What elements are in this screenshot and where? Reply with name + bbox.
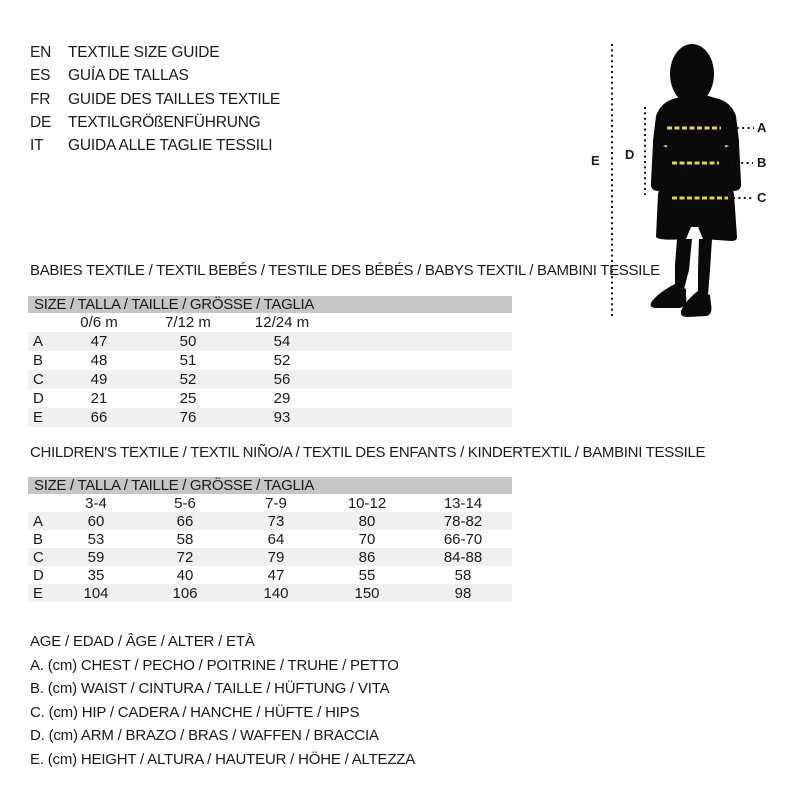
language-code: DE — [30, 113, 52, 131]
table-cell: 104 — [83, 584, 109, 602]
table-cell: 47 — [267, 566, 285, 584]
table-cell: 53 — [87, 530, 105, 548]
marker-label-hip: C — [757, 190, 767, 205]
size-header-bar: SIZE / TALLA / TAILLE / GRÖSSE / TAGLIA — [28, 296, 512, 313]
table-cell: 21 — [90, 390, 108, 407]
marker-label-arm: D — [625, 147, 635, 162]
table-cell: 106 — [172, 584, 198, 602]
table-cell: 50 — [179, 333, 197, 350]
table-row — [28, 389, 512, 408]
column-header-row — [28, 313, 512, 332]
babies-section-title: BABIES TEXTILE / TEXTIL BEBÉS / TESTILE DES BÉBÉS / BABYS TEXTIL / BAMBINI TESSILE — [30, 262, 660, 279]
table-cell: 93 — [273, 409, 291, 426]
language-row — [30, 41, 280, 64]
table-row — [28, 584, 512, 602]
table-cell: 29 — [273, 390, 291, 407]
table-cell: 60 — [87, 512, 105, 530]
language-title-list — [30, 41, 280, 157]
children-section-title: CHILDREN'S TEXTILE / TEXTIL NIÑO/A / TEXTIL DES ENFANTS / KINDERTEXTIL / BAMBINI TESSILE — [30, 444, 706, 461]
table-cell: 56 — [273, 371, 291, 388]
table-row — [28, 548, 512, 566]
column-header: 12/24 m — [254, 314, 310, 331]
language-row — [30, 111, 280, 134]
legend-line-chest: A. (cm) CHEST / PECHO / POITRINE / TRUHE / PETTO — [30, 656, 399, 674]
table-cell: 76 — [179, 409, 197, 426]
legend-line-height: E. (cm) HEIGHT / ALTURA / HAUTEUR / HÖHE / ALTEZZA — [30, 750, 416, 768]
legend-line-waist: B. (cm) WAIST / CINTURA / TAILLE / HÜFTUNG / VITA — [30, 680, 390, 697]
table-cell: 150 — [354, 584, 380, 602]
column-header: 7/12 m — [165, 314, 211, 331]
legend-line-age: AGE / EDAD / ÂGE / ALTER / ETÀ — [30, 633, 255, 650]
table-cell: 64 — [267, 530, 285, 548]
table-row — [28, 370, 512, 389]
row-label: B — [33, 352, 44, 369]
table-cell: 140 — [263, 584, 289, 602]
marker-label-height: E — [591, 153, 600, 168]
table-row — [28, 408, 512, 427]
column-header-row — [28, 494, 512, 512]
table-row — [28, 332, 512, 351]
table-cell: 66 — [90, 409, 108, 426]
row-label: E — [33, 409, 44, 426]
row-label: E — [33, 584, 44, 602]
size-header-bar: SIZE / TALLA / TAILLE / GRÖSSE / TAGLIA — [28, 477, 512, 494]
guide-title: TEXTILE SIZE GUIDE — [68, 44, 220, 61]
guide-title: GUIDA ALLE TAGLIE TESSILI — [68, 137, 273, 155]
table-cell: 72 — [176, 548, 194, 566]
table-row — [28, 512, 512, 530]
language-code: FR — [30, 90, 51, 108]
table-cell: 84-88 — [443, 548, 483, 566]
table-cell: 51 — [179, 352, 197, 369]
table-cell: 59 — [87, 548, 105, 566]
guide-title: GUÍA DE TALLAS — [68, 67, 189, 85]
marker-label-chest: A — [757, 120, 767, 135]
guide-title: GUIDE DES TAILLES TEXTILE — [68, 90, 281, 108]
table-cell: 58 — [176, 530, 194, 548]
table-cell: 98 — [454, 584, 472, 602]
column-header: 5-6 — [174, 494, 196, 512]
row-label: A — [33, 333, 44, 350]
table-cell: 47 — [90, 333, 108, 350]
table-cell: 79 — [267, 548, 285, 566]
table-cell: 73 — [267, 512, 285, 530]
marker-label-waist: B — [757, 155, 767, 170]
table-row — [28, 530, 512, 548]
language-code: ES — [30, 67, 51, 85]
table-row — [28, 566, 512, 584]
row-label: D — [33, 566, 44, 584]
language-row — [30, 88, 280, 111]
table-cell: 58 — [454, 566, 472, 584]
row-label: C — [33, 548, 44, 566]
babies-size-table — [28, 296, 512, 427]
column-header: 3-4 — [85, 494, 107, 512]
children-size-table — [28, 477, 512, 602]
table-cell: 66 — [176, 512, 194, 530]
table-cell: 35 — [87, 566, 105, 584]
measurement-figure-diagram — [580, 30, 800, 330]
table-cell: 66-70 — [443, 530, 483, 548]
table-cell: 40 — [176, 566, 194, 584]
table-cell: 52 — [273, 352, 291, 369]
column-header: 0/6 m — [80, 314, 118, 331]
child-silhouette — [651, 44, 742, 317]
table-cell: 54 — [273, 333, 291, 350]
table-cell: 86 — [358, 548, 376, 566]
table-cell: 52 — [179, 371, 197, 388]
table-cell: 80 — [358, 512, 376, 530]
column-header: 7-9 — [265, 494, 287, 512]
language-row — [30, 134, 280, 157]
row-label: B — [33, 530, 44, 548]
language-row — [30, 64, 280, 87]
table-cell: 55 — [358, 566, 376, 584]
table-cell: 49 — [90, 371, 108, 388]
legend-line-hip: C. (cm) HIP / CADERA / HANCHE / HÜFTE / HIPS — [30, 703, 360, 721]
table-cell: 25 — [179, 390, 197, 407]
guide-title: TEXTILGRÖßENFÜHRUNG — [68, 113, 261, 131]
table-cell: 70 — [358, 530, 376, 548]
legend-line-arm: D. (cm) ARM / BRAZO / BRAS / WAFFEN / BRACCIA — [30, 727, 379, 744]
table-cell: 48 — [90, 352, 108, 369]
column-header: 10-12 — [347, 494, 387, 512]
row-label: C — [33, 371, 44, 388]
table-cell: 78-82 — [443, 512, 483, 530]
language-code: EN — [30, 44, 52, 61]
row-label: D — [33, 390, 44, 407]
language-code: IT — [30, 137, 44, 155]
row-label: A — [33, 512, 44, 530]
measurement-legend — [30, 630, 415, 771]
table-row — [28, 351, 512, 370]
column-header: 13-14 — [443, 494, 483, 512]
